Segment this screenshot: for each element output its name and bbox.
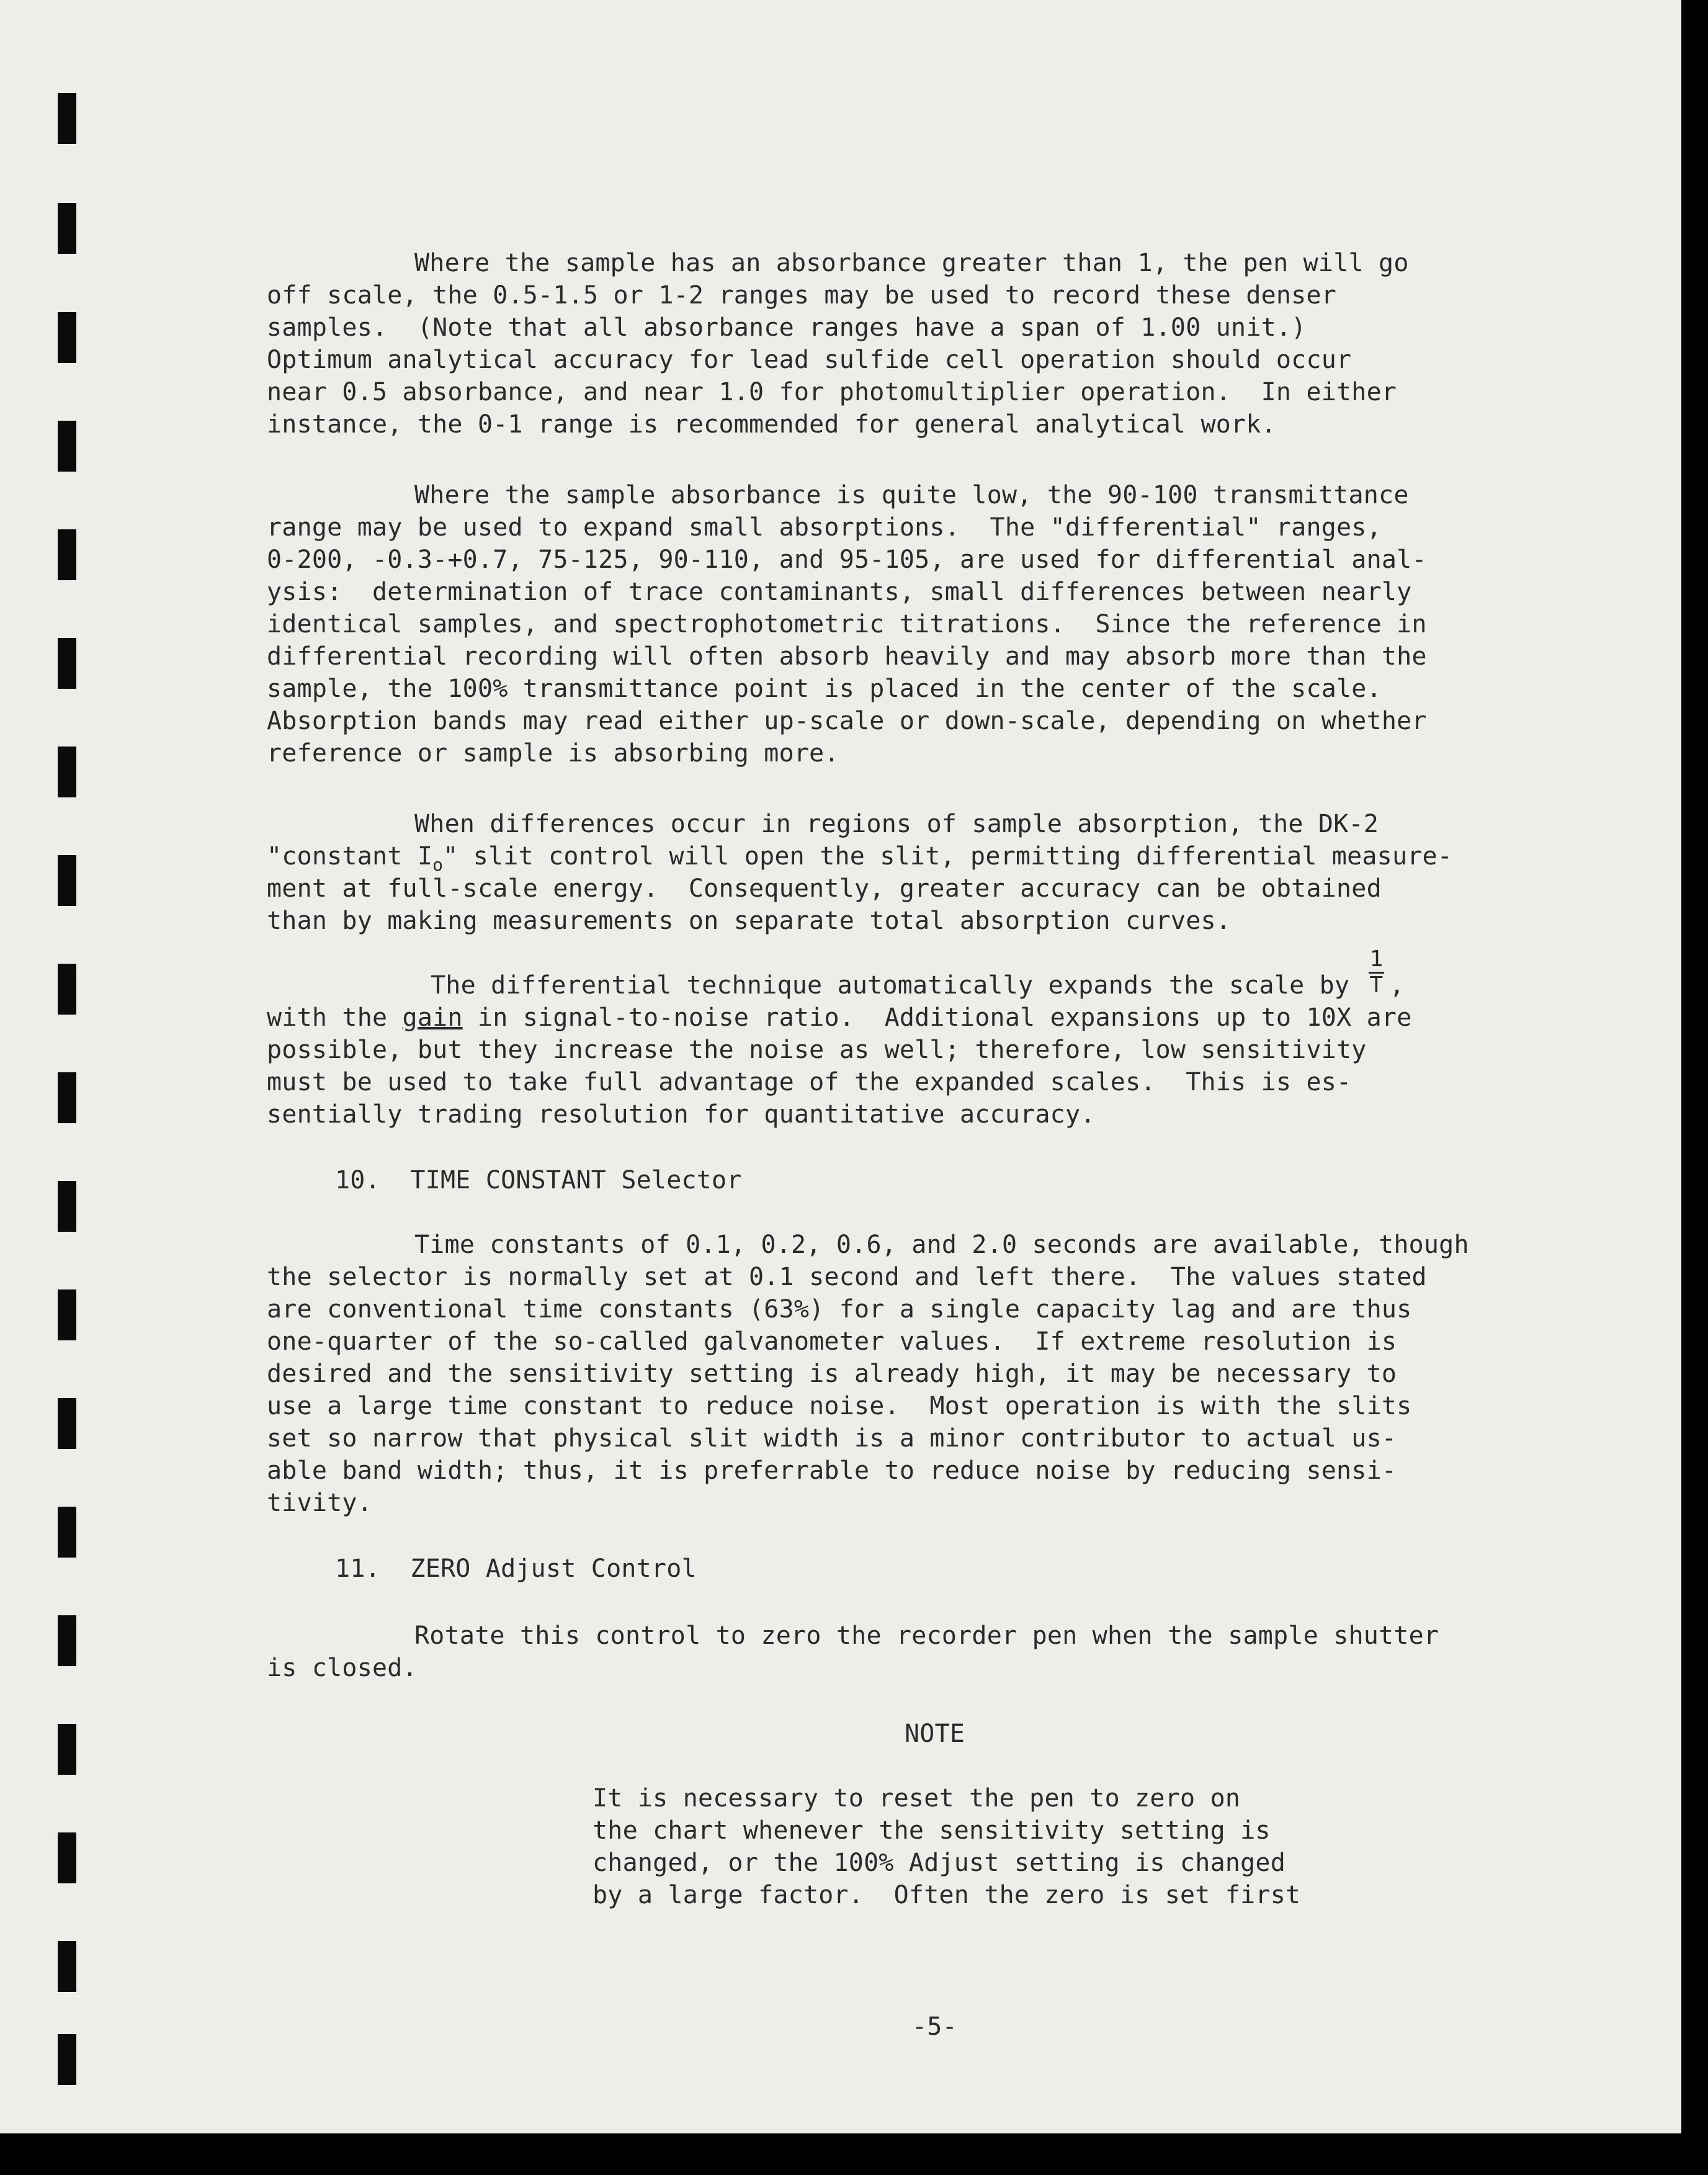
paragraph-2-line: ysis: determination of trace contaminants, small differences between nearly — [267, 578, 1412, 606]
binding-mark — [58, 421, 76, 472]
binding-mark — [58, 312, 76, 363]
paragraph-1-line: near 0.5 absorbance, and near 1.0 for photomultiplier operation. In either — [267, 378, 1397, 406]
paragraph-5-line: desired and the sensitivity setting is already high, it may be necessary to — [267, 1360, 1397, 1388]
binding-mark — [58, 1398, 76, 1449]
paragraph-2-line: 0-200, -0.3-+0.7, 75-125, 90-110, and 95-105, are used for differential anal- — [267, 545, 1427, 574]
paragraph-1-line: instance, the 0-1 range is recommended for general analytical work. — [267, 410, 1276, 439]
section-10-heading: 10. TIME CONSTANT Selector — [335, 1166, 742, 1195]
paragraph-5-line: set so narrow that physical slit width is a minor contributor to actual us- — [267, 1424, 1397, 1453]
with-the-text: with the — [267, 1003, 403, 1032]
paragraph-3-line — [267, 840, 1452, 875]
paragraph-5-line: use a large time constant to reduce noise. Most operation is with the slits — [267, 1392, 1412, 1420]
binding-mark — [58, 1941, 76, 1992]
slit-control-text: " slit control will open the slit, permitting differential measure- — [443, 842, 1453, 871]
paragraph-2-line: identical samples, and spectrophotometric titrations. Since the reference in — [267, 610, 1427, 639]
constant-io-text: "constant I — [267, 842, 433, 871]
binding-mark — [58, 1181, 76, 1232]
paragraph-2-line: range may be used to expand small absorptions. The "differential" ranges, — [267, 513, 1382, 542]
paragraph-3-line: ment at full-scale energy. Consequently, greater accuracy can be obtained — [267, 874, 1382, 903]
paragraph-5-line: are conventional time constants (63%) for a single capacity lag and are thus — [267, 1295, 1412, 1324]
paragraph-6-line: is closed. — [267, 1654, 418, 1682]
paragraph-2-line: reference or sample is absorbing more. — [267, 739, 839, 768]
note-line: It is necessary to reset the pen to zero on — [592, 1784, 1241, 1813]
binding-mark — [58, 1724, 76, 1775]
paragraph-4-line — [431, 946, 1405, 1002]
comma: , — [1389, 971, 1405, 1000]
paragraph-3-line: When differences occur in regions of sample absorption, the DK-2 — [414, 810, 1379, 838]
page-number: -5- — [912, 2012, 957, 2041]
paragraph-5-line: able band width; thus, it is preferrable to reduce noise by reducing sensi- — [267, 1456, 1397, 1485]
binding-mark — [58, 2034, 76, 2085]
paragraph-1-line: Where the sample has an absorbance greater than 1, the pen will go — [414, 249, 1409, 277]
binding-mark — [58, 203, 76, 254]
paragraph-5-line: one-quarter of the so-called galvanometer values. If extreme resolution is — [267, 1327, 1397, 1356]
binding-mark — [58, 855, 76, 906]
note-title: NOTE — [905, 1720, 965, 1748]
paragraph-1-line: off scale, the 0.5-1.5 or 1-2 ranges may be used to record these denser — [267, 281, 1337, 310]
note-line: changed, or the 100% Adjust setting is changed — [592, 1849, 1285, 1877]
paragraph-2-line: Where the sample absorbance is quite low, the 90-100 transmittance — [414, 481, 1409, 509]
binding-mark — [58, 1072, 76, 1123]
binding-mark — [58, 747, 76, 797]
paragraph-5-line: Time constants of 0.1, 0.2, 0.6, and 2.0 seconds are available, though — [414, 1231, 1469, 1259]
fraction-one-over-t — [1365, 946, 1390, 1002]
paragraph-4-line: must be used to take full advantage of the expanded scales. This is es- — [267, 1068, 1352, 1096]
paragraph-1-line: Optimum analytical accuracy for lead sulfide cell operation should occur — [267, 346, 1352, 374]
fraction-denominator: T — [1369, 972, 1384, 998]
paragraph-1-line: samples. (Note that all absorbance ranges have a span of 1.00 unit.) — [267, 313, 1307, 342]
section-11-heading: 11. ZERO Adjust Control — [335, 1554, 697, 1583]
binding-mark — [58, 964, 76, 1015]
paragraph-2-line: Absorption bands may read either up-scale or down-scale, depending on whether — [267, 707, 1427, 735]
binding-mark — [58, 93, 76, 144]
note-line: the chart whenever the sensitivity setting is — [592, 1816, 1271, 1845]
gain-underlined: gain — [402, 1003, 463, 1032]
expand-text: The differential technique automatically expands the scale by — [431, 971, 1365, 1000]
fraction-numerator: 1 — [1369, 947, 1385, 974]
paragraph-5-line: the selector is normally set at 0.1 second and left there. The values stated — [267, 1263, 1427, 1291]
paragraph-2-line: sample, the 100% transmittance point is placed in the center of the scale. — [267, 675, 1382, 703]
binding-mark — [58, 1289, 76, 1340]
binding-mark — [58, 638, 76, 689]
paragraph-3-line: than by making measurements on separate total absorption curves. — [267, 907, 1232, 935]
signal-noise-text: in signal-to-noise ratio. Additional expansions up to 10X are — [462, 1003, 1412, 1032]
note-line: by a large factor. Often the zero is set first — [592, 1881, 1301, 1909]
paragraph-5-line: tivity. — [267, 1489, 372, 1517]
paragraph-4-line: sentially trading resolution for quantitative accuracy. — [267, 1100, 1096, 1129]
paragraph-4-line: possible, but they increase the noise as well; therefore, low sensitivity — [267, 1036, 1367, 1064]
paragraph-4-line — [267, 1002, 1411, 1034]
binding-mark — [58, 529, 76, 580]
binding-mark — [58, 1615, 76, 1666]
paragraph-2-line: differential recording will often absorb heavily and may absorb more than the — [267, 642, 1427, 671]
binding-mark — [58, 1832, 76, 1883]
binding-mark — [58, 1507, 76, 1558]
subscript-o: o — [432, 854, 444, 875]
paragraph-6-line: Rotate this control to zero the recorder pen when the sample shutter — [414, 1621, 1439, 1650]
